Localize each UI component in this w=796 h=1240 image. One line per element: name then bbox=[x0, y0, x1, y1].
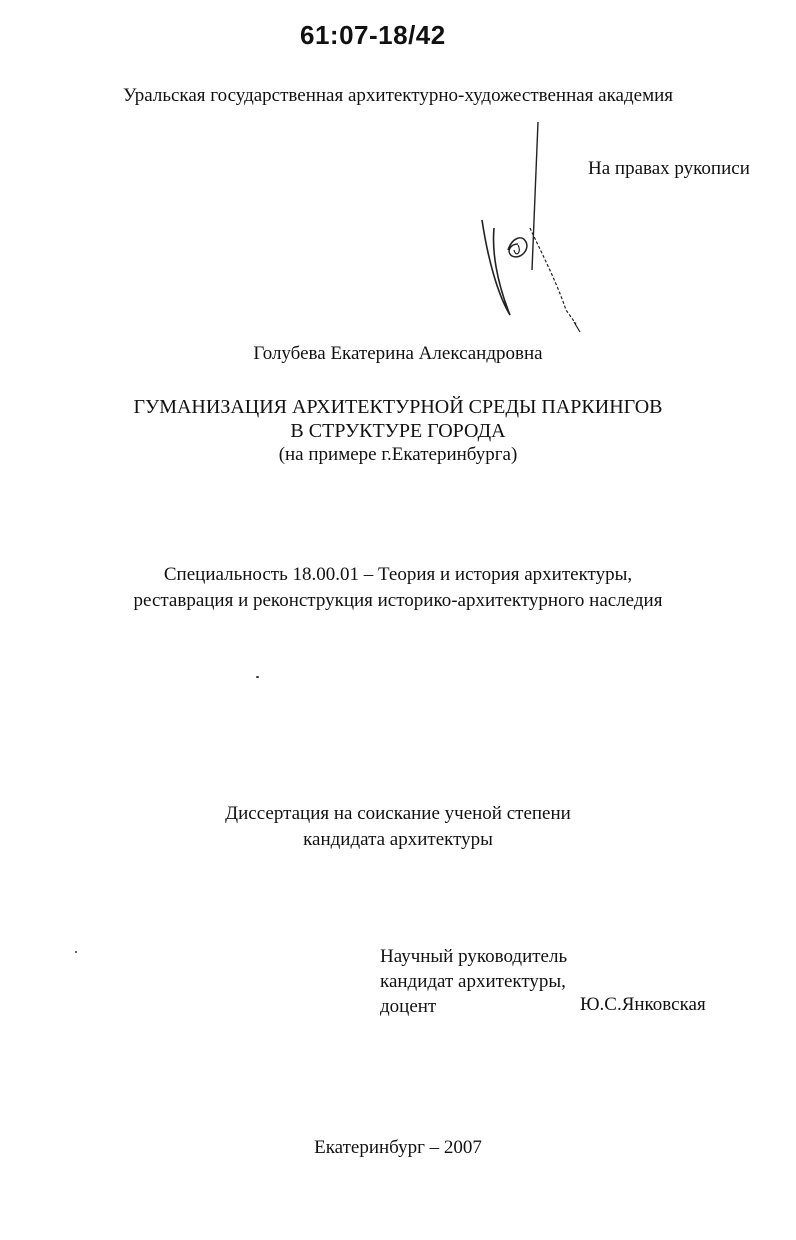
advisor-rank: доцент bbox=[380, 996, 437, 1017]
scan-speck bbox=[75, 951, 77, 953]
degree-statement bbox=[0, 801, 796, 853]
dissertation-title bbox=[0, 395, 796, 467]
institution-name: Уральская государственная архитектурно-художественная академия bbox=[122, 85, 674, 106]
specialty-block bbox=[0, 562, 796, 614]
handwritten-signature bbox=[470, 110, 600, 340]
title-line-1: ГУМАНИЗАЦИЯ АРХИТЕКТУРНОЙ СРЕДЫ ПАРКИНГОВ bbox=[133, 396, 663, 418]
specialty-line-2: реставрация и реконструкция историко-архитектурного наследия bbox=[133, 590, 663, 611]
degree-line-2: кандидата архитектуры bbox=[303, 829, 493, 850]
title-subtitle: (на примере г.Екатеринбурга) bbox=[278, 444, 518, 465]
author-name: Голубева Екатерина Александровна bbox=[253, 343, 543, 364]
advisor-name: Ю.С.Янковская bbox=[580, 994, 706, 1015]
advisor-block bbox=[380, 944, 567, 1019]
title-line-2: В СТРУКТУРЕ ГОРОДА bbox=[290, 420, 506, 442]
advisor-role: Научный руководитель bbox=[380, 946, 568, 967]
rights-note: На правах рукописи bbox=[588, 158, 750, 179]
city-year: Екатеринбург – 2007 bbox=[314, 1137, 482, 1158]
advisor-degree: кандидат архитектуры, bbox=[380, 971, 566, 992]
archive-code-stamp: 61:07-18/42 bbox=[300, 20, 446, 50]
scan-speck bbox=[256, 676, 259, 678]
specialty-line-1: Специальность 18.00.01 – Теория и история архитектуры, bbox=[163, 564, 633, 585]
degree-line-1: Диссертация на соискание ученой степени bbox=[225, 803, 571, 824]
